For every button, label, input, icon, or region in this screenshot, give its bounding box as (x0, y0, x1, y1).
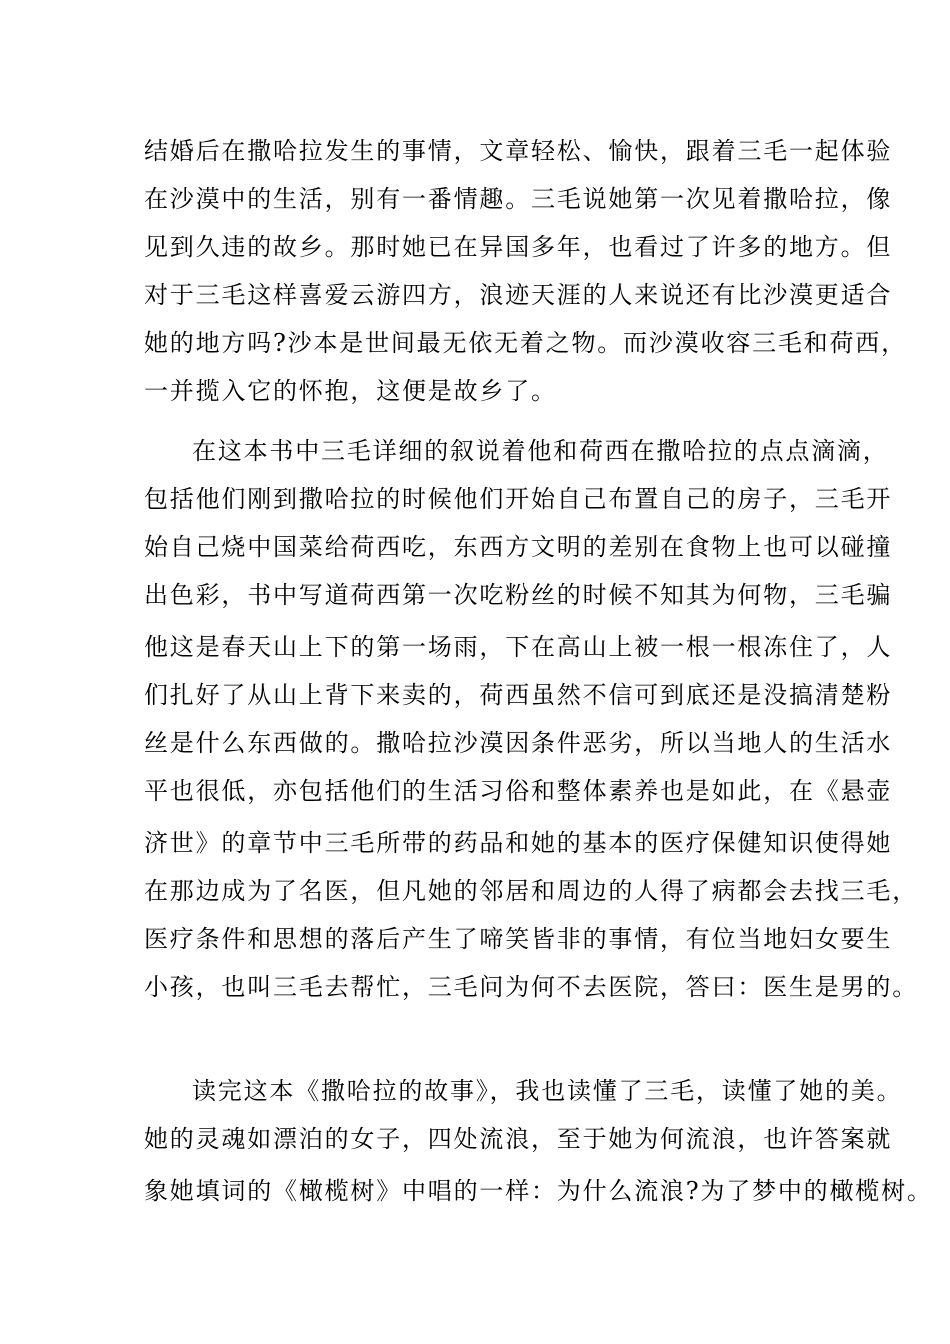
text-line: 她的灵魂如漂泊的女子，四处流浪，至于她为何流浪，也许答案就 (144, 1125, 893, 1153)
text-line: 象她填词的《橄榄树》中唱的一样：为什么流浪?为了梦中的橄榄树。 (144, 1177, 933, 1205)
text-line: 丝是什么东西做的。撒哈拉沙漠因条件恶劣，所以当地人的生活水 (144, 729, 893, 757)
text-line-indented: 在这本书中三毛详细的叙说着他和荷西在撒哈拉的点点滴滴， (192, 437, 889, 465)
text-line: 在沙漠中的生活，别有一番情趣。三毛说她第一次见着撒哈拉，像 (144, 185, 893, 213)
text-line: 始自己烧中国菜给荷西吃，东西方文明的差别在食物上也可以碰撞 (144, 533, 893, 561)
text-line: 平也很低，亦包括他们的生活习俗和整体素养也是如此，在《悬壶 (144, 777, 893, 805)
text-line: 她的地方吗?沙本是世间最无依无着之物。而沙漠收容三毛和荷西， (144, 329, 907, 357)
text-line: 包括他们刚到撒哈拉的时候他们开始自己布置自己的房子，三毛开 (144, 485, 893, 513)
text-line: 们扎好了从山上背下来卖的，荷西虽然不信可到底还是没搞清楚粉 (144, 681, 893, 709)
text-line: 在那边成为了名医，但凡她的邻居和周边的人得了病都会去找三毛， (144, 877, 918, 905)
text-line: 见到久违的故乡。那时她已在异国多年，也看过了许多的地方。但 (144, 233, 893, 261)
text-line: 医疗条件和思想的落后产生了啼笑皆非的事情，有位当地妇女要生 (144, 925, 893, 953)
text-line: 小孩，也叫三毛去帮忙，三毛问为何不去医院，答曰：医生是男的。 (144, 973, 918, 1001)
text-line: 对于三毛这样喜爱云游四方，浪迹天涯的人来说还有比沙漠更适合 (144, 281, 893, 309)
text-line: 一并揽入它的怀抱，这便是故乡了。 (144, 377, 557, 405)
text-line-indented: 读完这本《撒哈拉的故事》，我也读懂了三毛，读懂了她的美。 (192, 1077, 903, 1105)
text-line: 他这是春天山上下的第一场雨，下在高山上被一根一根冻住了，人 (144, 633, 893, 661)
text-line: 济世》的章节中三毛所带的药品和她的基本的医疗保健知识使得她 (144, 829, 893, 857)
text-line: 出色彩，书中写道荷西第一次吃粉丝的时候不知其为何物，三毛骗 (144, 581, 893, 609)
text-line: 结婚后在撒哈拉发生的事情，文章轻松、愉快，跟着三毛一起体验 (144, 137, 893, 165)
